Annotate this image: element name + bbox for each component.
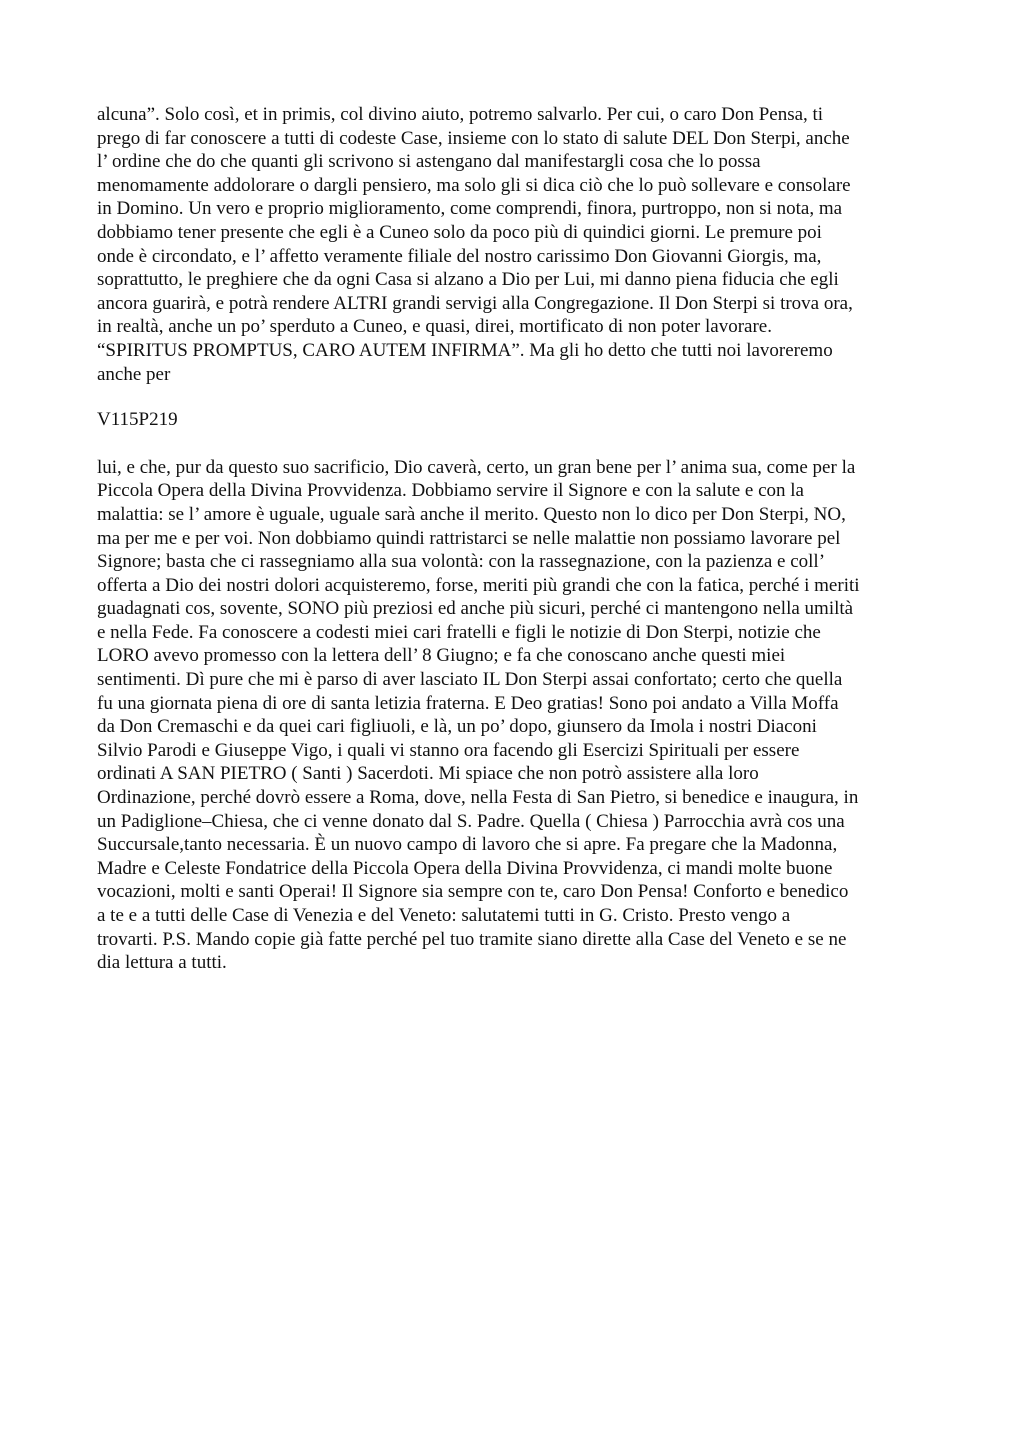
text-line: Ordinazione, perché dovrò essere a Roma, dove, nella Festa di San Pietro, si benedice e inaugura, in [97, 787, 859, 809]
text-line: guadagnati cos, sovente, SONO più preziosi ed anche più sicuri, perché ci mantengono nella umiltà [97, 598, 854, 620]
text-line: “SPIRITUS PROMPTUS, CARO AUTEM INFIRMA”. Ma gli ho detto che tutti noi lavoreremo [97, 339, 833, 361]
text-line: a te e a tutti delle Case di Venezia e del Veneto: salutatemi tutti in G. Cristo. Presto vengo a [97, 905, 791, 926]
text-line: vocazioni, molti e santi Operai! Il Signore sia sempre con te, caro Don Pensa! Conforto e benedico [97, 881, 849, 903]
text-line: dia lettura a tutti. [97, 952, 227, 974]
paragraph-1 [97, 103, 937, 386]
document-page [97, 103, 937, 975]
text-line: trovarti. P.S. Mando copie già fatte perché pel tuo tramite siano dirette alla Case del Veneto e se ne [97, 928, 847, 950]
text-line: ma per me e per voi. Non dobbiamo quindi rattristarci se nelle malattie non possiamo lavorare pel [97, 527, 841, 549]
text-line: ancora guarirà, e potrà rendere ALTRI grandi servigi alla Congregazione. Il Don Sterpi si trova ora, [97, 292, 853, 314]
text-line: Silvio Parodi e Giuseppe Vigo, i quali vi stanno ora facendo gli Esercizi Spirituali per essere [97, 739, 800, 761]
text-line: menomamente addolorare o dargli pensiero, ma solo gli si dica ciò che lo può sollevare e consolare [97, 174, 851, 196]
text-line: fu una giornata piena di ore di santa letizia fraterna. E Deo gratias! Sono poi andato a Villa Moffa [97, 692, 839, 714]
text-line: da Don Cremaschi e da quei cari figliuoli, e là, un po’ dopo, giunsero da Imola i nostri Diaconi [97, 716, 817, 738]
text-line: alcuna”. Solo così, et in primis, col divino aiuto, potremo salvarlo. Per cui, o caro Don Pensa, ti [97, 104, 824, 125]
text-line: Signore; basta che ci rassegniamo alla sua volontà: con la rassegnazione, con la pazienza e coll’ [97, 551, 826, 573]
text-line: l’ ordine che do che quanti gli scrivono si astengano dal manifestargli cosa che lo possa [97, 151, 761, 173]
text-line: malattia: se l’ amore è uguale, uguale sarà anche il merito. Questo non lo dico per Don Sterpi, NO, [97, 503, 846, 525]
text-line: Piccola Opera della Divina Provvidenza. Dobbiamo servire il Signore e con la salute e con la [97, 480, 804, 502]
text-line: Succursale,tanto necessaria. È un nuovo campo di lavoro che si apre. Fa pregare che la Madonna, [97, 834, 838, 856]
text-line: e nella Fede. Fa conoscere a codesti miei cari fratelli e figli le notizie di Don Sterpi, notizie che [97, 621, 821, 643]
text-line: Madre e Celeste Fondatrice della Piccola Opera della Divina Provvidenza, ci mandi molte buone [97, 857, 833, 879]
text-line: soprattutto, le preghiere che da ogni Casa si alzano a Dio per Lui, mi danno piena fiducia che egli [97, 269, 839, 291]
text-line: in realtà, anche un po’ sperduto a Cuneo, e quasi, direi, mortificato di non poter lavorare. [97, 316, 772, 338]
text-line: dobbiamo tener presente che egli è a Cuneo solo da poco più di quindici giorni. Le premure poi [97, 221, 822, 243]
text-line: offerta a Dio dei nostri dolori acquisteremo, forse, meriti più grandi che con la fatica, perché i meriti [97, 574, 860, 596]
text-line: un Padiglione–Chiesa, che ci venne donato dal S. Padre. Quella ( Chiesa ) Parrocchia avrà cos una [97, 810, 845, 832]
text-line: prego di far conoscere a tutti di codeste Case, insieme con lo stato di salute DEL Don Sterpi, anche [97, 127, 850, 149]
paragraph-2 [97, 456, 937, 975]
text-line: onde è circondato, e l’ affetto veramente filiale del nostro carissimo Don Giovanni Giorgis, ma, [97, 245, 822, 267]
text-line: in Domino. Un vero e proprio miglioramento, come comprendi, finora, purtroppo, non si nota, ma [97, 198, 843, 220]
page-marker: V115P219 [97, 409, 178, 431]
text-line: anche per [97, 363, 171, 385]
text-line: sentimenti. Dì pure che mi è parso di aver lasciato IL Don Sterpi assai confortato; certo che quella [97, 669, 843, 691]
text-line: LORO avevo promesso con la lettera dell’ 8 Giugno; e fa che conoscano anche questi miei [97, 645, 786, 667]
text-line: lui, e che, pur da questo suo sacrificio, Dio caverà, certo, un gran bene per l’ anima sua, come per la [97, 456, 856, 478]
text-line: ordinati A SAN PIETRO ( Santi ) Sacerdoti. Mi spiace che non potrò assistere alla loro [97, 763, 759, 785]
